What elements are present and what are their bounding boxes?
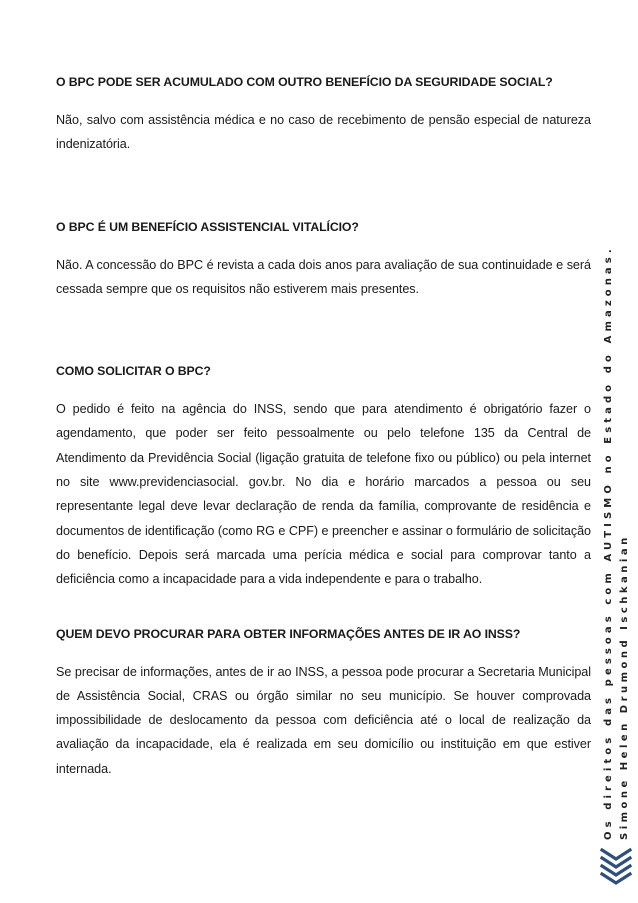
vertical-sidebar-text [600,245,638,840]
question-heading-4: QUEM DEVO PROCURAR PARA OBTER INFORMAÇÕES ANTES DE IR AO INSS? [56,626,521,641]
answer-paragraph-1: Não, salvo com assistência médica e no caso de recebimento de pensão especial de natureza indenizatória. [56,113,591,152]
sidebar-title: Os direitos das pessoas com AUTISMO no Estado do Amazonas. [603,245,614,840]
question-heading-3: COMO SOLICITAR O BPC? [56,364,211,379]
sidebar-author: Simone Helen Drumond Ischkanian [619,534,630,840]
question-heading-1: O BPC PODE SER ACUMULADO COM OUTRO BENEFÍCIO DA SEGURIDADE SOCIAL? [56,75,553,89]
document-content [56,70,591,781]
answer-paragraph-2: Não. A concessão do BPC é revista a cada dois anos para avaliação de sua continuidade e será cessada sempre que os requisitos não estiverem mais presentes. [56,257,591,296]
answer-paragraph-4: Se precisar de informações, antes de ir ao INSS, a pessoa pode procurar a Secretaria Municipal de Assistência Social, CRAS ou órgão similar no seu município. Se houver comprovada impossibilidade de deslocamento da pessoa com deficiência até o local de realização da avaliação da incapacidade, ela é realizada em seu domicílio ou instituição em que estiver internada. [56,664,591,776]
chevron-stack-icon [596,846,636,890]
answer-paragraph-3: O pedido é feito na agência do INSS, sendo que para atendimento é obrigatório fazer o agendamento, que poder ser feito pessoalmente ou pelo telefone 135 da Central de Atendimento da Previdência Social (ligação gratuita de telefone fixo ou público) ou pela internet no site www.previdenciasocial. gov.br. No dia e horário marcados a pessoa ou seu representante legal deve levar declaração de renda da família, comprovante de residência e documentos de identificação (como RG e CPF) e preencher e assinar o formulário de solicitação do benefício. Depois será marcada uma perícia médica e social para comprovar tanto a deficiência como a incapacidade para a vida independente e para o trabalho. [56,402,591,587]
question-heading-2: O BPC É UM BENEFÍCIO ASSISTENCIAL VITALÍCIO? [56,219,359,234]
